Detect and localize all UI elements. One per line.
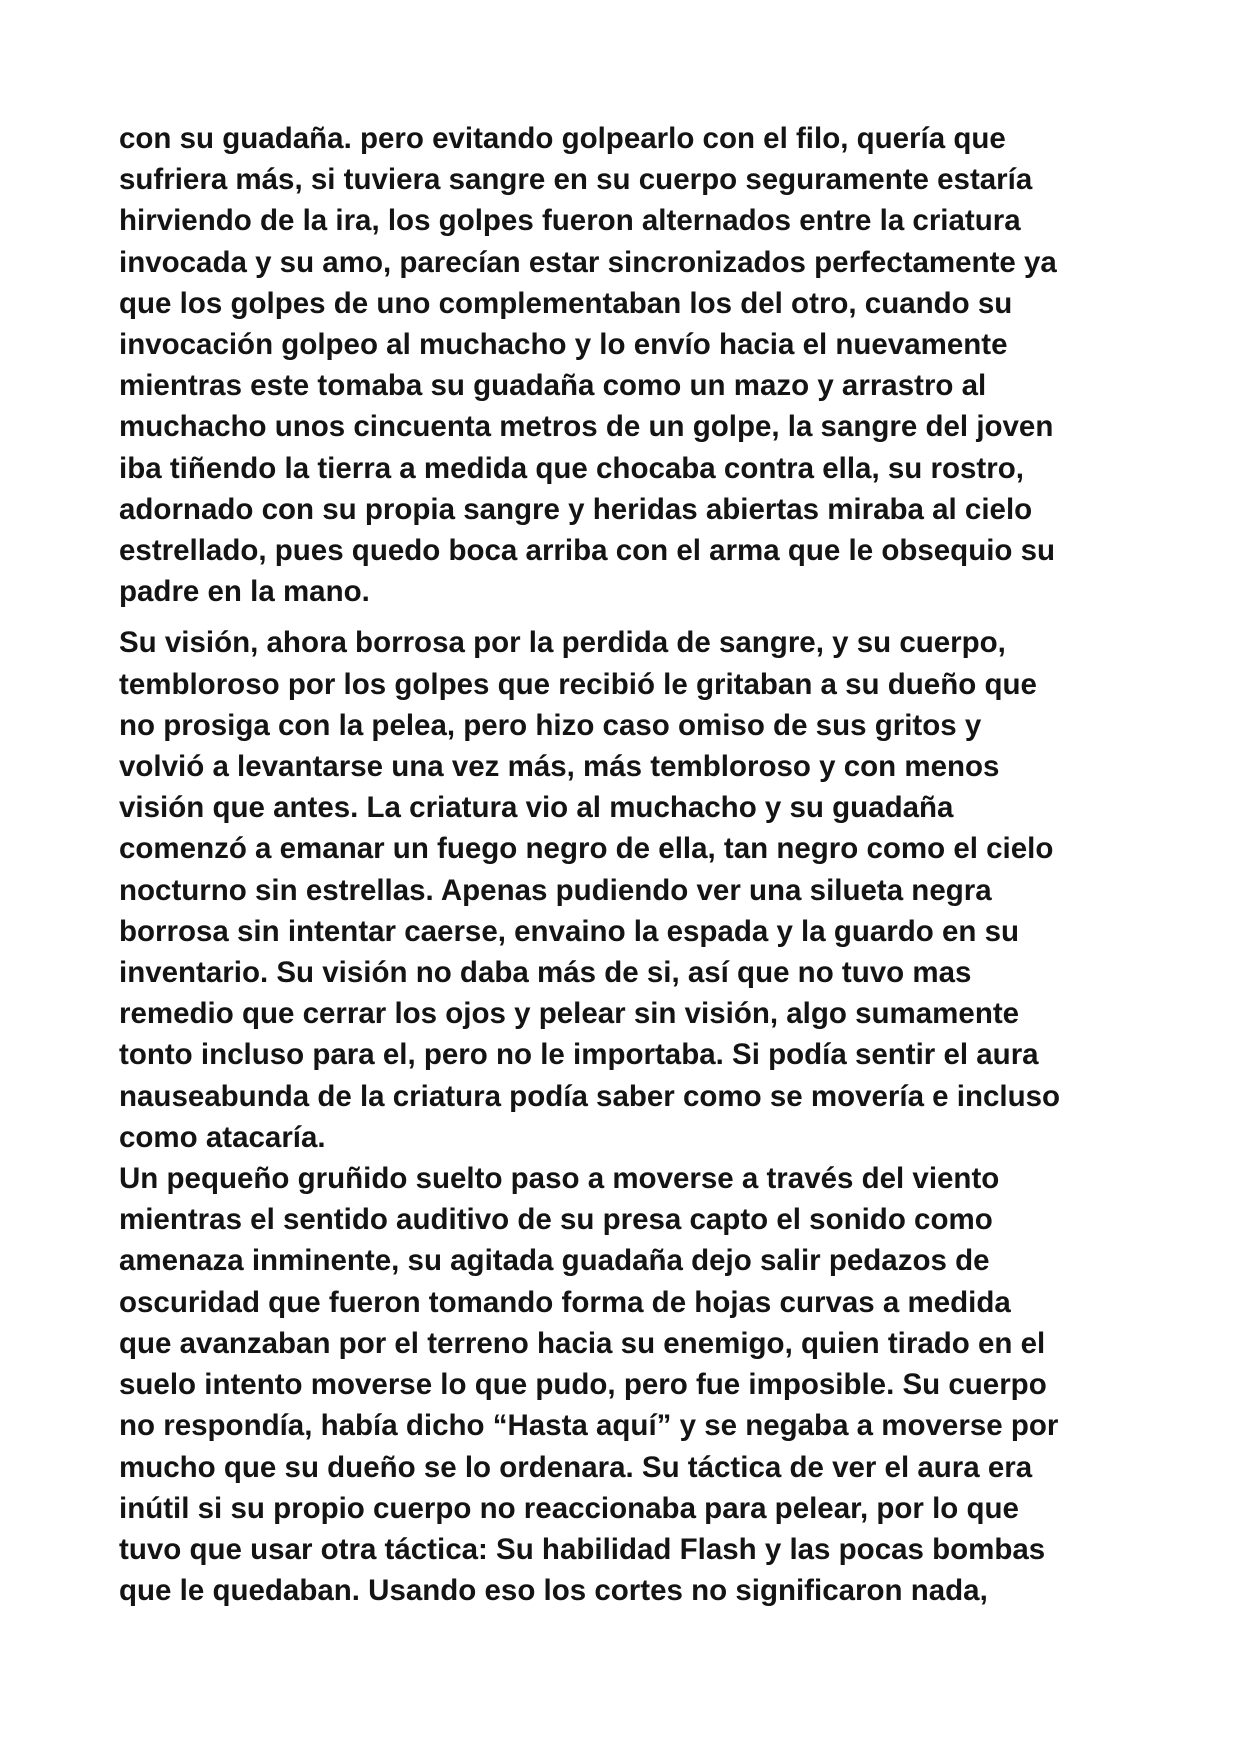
text-line: amenaza inminente, su agitada guadaña dejo salir pedazos de [119,1244,990,1278]
paragraph-2 [119,622,1149,1158]
text-line: mientras este tomaba su guadaña como un mazo y arrastro al [119,369,987,403]
text-line: remedio que cerrar los ojos y pelear sin visión, algo sumamente [119,997,1020,1031]
text-line: iba tiñendo la tierra a medida que chocaba contra ella, su rostro, [119,451,1024,485]
text-line: que los golpes de uno complementaban los del otro, cuando su [119,286,1013,320]
text-line: volvió a levantarse una vez más, más tembloroso y con menos [119,750,1000,784]
text-line: sufriera más, si tuviera sangre en su cuerpo seguramente estaría [119,163,1033,197]
text-line: muchacho unos cincuenta metros de un golpe, la sangre del joven [119,410,1054,444]
text-line: que le quedaban. Usando eso los cortes no significaron nada, [119,1574,988,1608]
text-line: con su guadaña. pero evitando golpearlo con el filo, quería que [119,122,1006,155]
text-line: estrellado, pues quedo boca arriba con el arma que le obsequio su [119,534,1056,568]
text-line: no respondía, había dicho “Hasta aquí” y se negaba a moverse por [119,1409,1059,1443]
paragraph-1 [119,118,1149,612]
text-line: adornado con su propia sangre y heridas abiertas miraba al cielo [119,492,1033,526]
text-line: oscuridad que fueron tomando forma de hojas curvas a medida [119,1285,1011,1319]
text-line: inútil si su propio cuerpo no reaccionaba para pelear, por lo que [119,1491,1019,1525]
text-line: tembloroso por los golpes que recibió le gritaban a su dueño que [119,667,1037,701]
text-line: Un pequeño gruñido suelto paso a moverse a través del viento [119,1162,1000,1196]
text-line: visión que antes. La criatura vio al muchacho y su guadaña [119,791,954,825]
text-line: invocada y su amo, parecían estar sincronizados perfectamente ya [119,245,1057,279]
text-line: hirviendo de la ira, los golpes fueron alternados entre la criatura [119,204,1021,238]
text-line: que avanzaban por el terreno hacia su enemigo, quien tirado en el [119,1326,1046,1360]
text-line: comenzó a emanar un fuego negro de ella, tan negro como el cielo [119,832,1054,866]
text-line: nocturno sin estrellas. Apenas pudiendo ver una silueta negra [119,873,992,907]
text-line: mucho que su dueño se lo ordenara. Su táctica de ver el aura era [119,1450,1033,1484]
text-line: borrosa sin intentar caerse, envaino la espada y la guardo en su [119,914,1020,948]
text-line: suelo intento moverse lo que pudo, pero fue imposible. Su cuerpo [119,1368,1047,1402]
text-line: como atacaría. [119,1120,326,1154]
text-line: tuvo que usar otra táctica: Su habilidad Flash y las pocas bombas [119,1532,1046,1566]
text-line: mientras el sentido auditivo de su presa capto el sonido como [119,1203,993,1237]
text-line: inventario. Su visión no daba más de si, así que no tuvo mas [119,956,972,990]
text-line: Su visión, ahora borrosa por la perdida de sangre, y su cuerpo, [119,626,1006,660]
text-line: no prosiga con la pelea, pero hizo caso omiso de sus gritos y [119,708,982,742]
paragraph-3 [119,1158,1149,1611]
document-page [119,118,1149,1611]
text-line: invocación golpeo al muchacho y lo envío hacia el nuevamente [119,328,1008,362]
text-line: nauseabunda de la criatura podía saber como se movería e incluso [119,1079,1061,1113]
text-line: padre en la mano. [119,575,370,609]
text-line: tonto incluso para el, pero no le importaba. Si podía sentir el aura [119,1038,1039,1072]
